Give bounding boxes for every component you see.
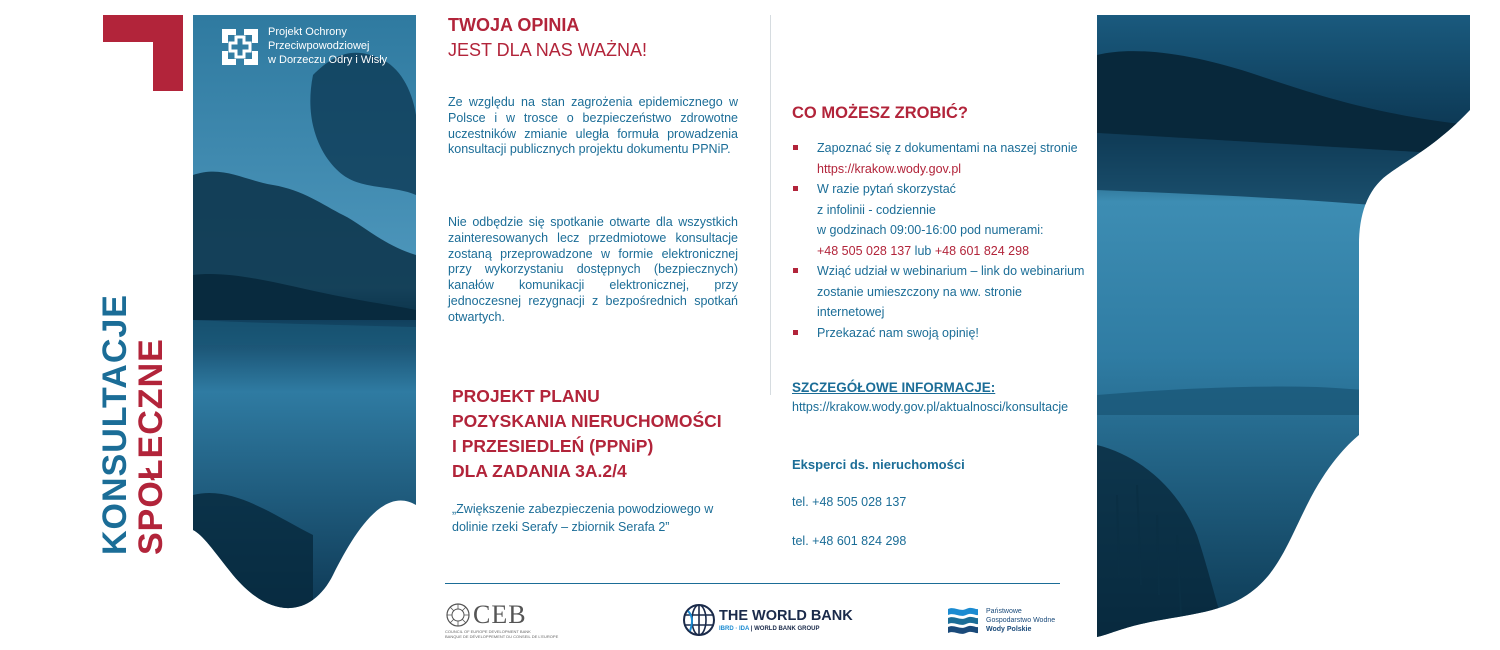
action-item-webinar-text: Wziąć udział w webinarium – link do webinarium zostanie umieszczony na ww. stronie internetowej [817, 264, 1085, 319]
logo-line3: w Dorzeczu Odry i Wisły [268, 54, 388, 66]
hotline-line1: W razie pytań skorzystać [817, 182, 956, 196]
hotline-line3: w godzinach 09:00-16:00 pod numerami: [817, 223, 1044, 237]
action-item-hotline [792, 179, 1087, 261]
vertical-title-line1: KONSULTACJE [96, 294, 134, 555]
wb-sub-left: IBRD · IDA [719, 626, 750, 632]
vertical-title-line2: SPOŁECZNE [132, 338, 170, 555]
website-link[interactable]: https://krakow.wody.gov.pl [817, 161, 962, 176]
info-url-link[interactable]: https://krakow.wody.gov.pl/aktualnosci/konsultacje [792, 400, 1069, 414]
footer-divider [445, 583, 1060, 584]
hotline-phone-1[interactable]: +48 505 028 137 [817, 243, 912, 258]
actions-list [792, 138, 1087, 343]
column-divider [770, 15, 771, 395]
ceb-emblem-icon [445, 602, 471, 628]
lake-photo-left [193, 15, 416, 623]
bullet-square [793, 330, 798, 335]
plan-title [452, 384, 752, 484]
task-quote: „Zwiększenie zabezpieczenia powodziowego w dolinie rzeki Serafy – zbiornik Serafa 2” [452, 502, 714, 534]
intro-paragraph-1: Ze względu na stan zagrożenia epidemicznego w Polsce i w trosce o bezpieczeństwo zdrowotne uczestników zmianie uległa formuła prowadzenia konsultacji publicznych projektu dokumentu PPNiP. [448, 95, 738, 157]
logo-line1: Projekt Ochrony [268, 26, 347, 38]
expert-phone-1[interactable]: tel. +48 505 028 137 [792, 495, 907, 509]
bullet-square [793, 268, 798, 273]
bullet-square [793, 145, 798, 150]
hotline-line2: z infolinii - codziennie [817, 202, 936, 217]
world-bank-wordmark: THE WORLD BANK [719, 608, 853, 624]
project-cross-icon [220, 27, 260, 67]
wody-polskie-logo [946, 605, 1066, 639]
plan-title-line2: POZYSKANIA NIERUCHOMOŚCI [452, 411, 722, 431]
plan-title-line1: PROJEKT PLANU [452, 386, 600, 406]
bullet-square [793, 186, 798, 191]
ceb-subtitle [445, 629, 559, 639]
plan-title-line4: DLA ZADANIA 3A.2/4 [452, 461, 627, 481]
opinion-line1: TWOJA OPINIA [448, 15, 580, 35]
info-heading: SZCZEGÓŁOWE INFORMACJE: [792, 380, 996, 395]
ceb-logo [445, 600, 559, 640]
hotline-or: lub [911, 243, 935, 258]
world-bank-logo [682, 603, 862, 639]
intro-paragraph-2: Nie odbędzie się spotkanie otwarte dla wszystkich zainteresowanych lecz przedmiotowe konsultacje zostaną przeprowadzone w formie elektronicznej przy wykorzystaniu dostępnych (bezpiecznych) kanałów komunikacji elektronicznej, przy jednoczesnej rezygnacji z bezpośrednich spotkań otwartych. [448, 215, 738, 324]
wody-polskie-text [986, 607, 1055, 634]
ceb-sub-line1: COUNCIL OF EUROPE DEVELOPMENT BANK [445, 629, 531, 634]
pgw-line1: Państwowe [986, 608, 1022, 615]
action-item-documents-text: Zapoznać się z dokumentami na naszej stronie [817, 141, 1078, 155]
action-item-opinion [792, 323, 1087, 344]
pgw-line2: Gospodarstwo Wodne [986, 617, 1056, 624]
plan-title-line3: I PRZESIEDLEŃ (PPNiP) [452, 436, 654, 456]
ceb-sub-line2: BANQUE DE DÉVELOPPEMENT DU CONSEIL DE L'EUROPE [445, 633, 559, 639]
ceb-wordmark: CEB [473, 600, 527, 629]
opinion-line2: JEST DLA NAS WAŻNA! [448, 40, 648, 60]
lake-photo-right [1097, 15, 1470, 637]
logo-line2: Przeciwpowodziowej [268, 40, 370, 52]
experts-heading: Eksperci ds. nieruchomości [792, 457, 965, 472]
action-item-webinar [792, 261, 1087, 323]
action-item-documents [792, 138, 1087, 179]
actions-heading: CO MOŻESZ ZROBIĆ? [792, 104, 968, 122]
vertical-title [98, 294, 168, 555]
world-bank-subtitle [719, 626, 819, 632]
hotline-phone-2[interactable]: +48 601 824 298 [934, 243, 1030, 258]
pgw-line3: Wody Polskie [986, 626, 1032, 633]
expert-phone-2[interactable]: tel. +48 601 824 298 [792, 534, 907, 548]
globe-icon [682, 603, 716, 637]
wb-sub-right: | WORLD BANK GROUP [749, 626, 820, 632]
action-item-opinion-text: Przekazać nam swoją opinię! [817, 325, 979, 340]
red-corner-mark [103, 15, 183, 91]
waves-icon [946, 605, 980, 637]
opinion-heading [448, 15, 738, 61]
